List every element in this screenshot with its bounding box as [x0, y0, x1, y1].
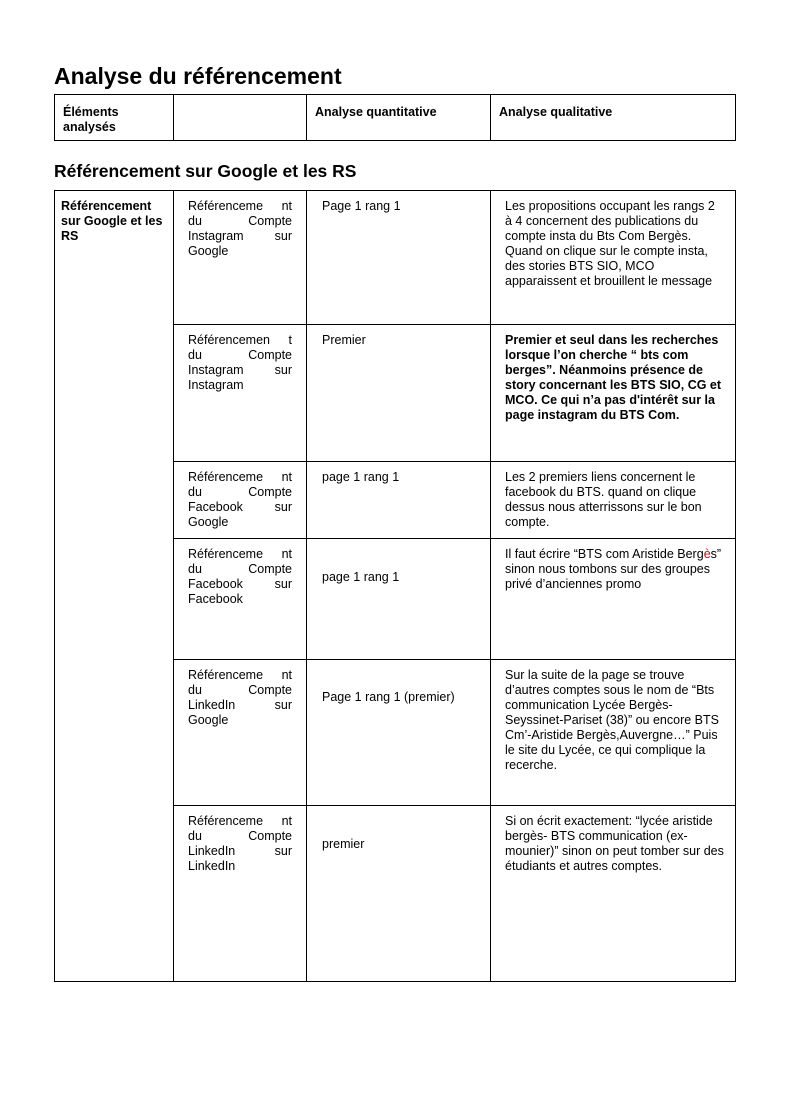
element-cell [174, 660, 307, 806]
qualitative-text-part: s” sinon nous tombons sur des groupes privé d’anciennes promo [505, 547, 722, 591]
qualitative-text: Si on écrit exactement: “lycée aristide bergès- BTS communication (ex-mounier)” sinon on peut tomber sur des étudiants et autres comptes. [505, 814, 724, 873]
element-label: Référenceme nt du Compte Facebook sur Facebook [188, 547, 292, 606]
header-cell-qualitative [491, 95, 736, 141]
qualitative-cell [491, 539, 736, 660]
qualitative-text: Sur la suite de la page se trouve d’autres comptes sous le nom de “Bts communication Lycée Bergès-Seyssinet-Pariset (38)” ou encore BTS Cm’-Aristide Bergès,Auvergne…” Puis le site du Lycée, ce qui complique la recerche. [505, 668, 719, 772]
quantitative-value: premier [322, 837, 365, 851]
header-table [54, 94, 736, 141]
quantitative-cell [307, 806, 491, 982]
quantitative-value: page 1 rang 1 [322, 570, 400, 584]
element-cell [174, 462, 307, 539]
section-label: Référencement sur Google et les RS [61, 199, 163, 243]
table-row [55, 191, 736, 325]
header-label-quantitative: Analyse quantitative [315, 105, 437, 119]
page-title: Analyse du référencement [54, 63, 342, 89]
quantitative-cell [307, 462, 491, 539]
element-label: Référenceme nt du Compte Facebook sur Google [188, 470, 292, 529]
quantitative-value: page 1 rang 1 [322, 470, 400, 484]
element-label: Référenceme nt du Compte LinkedIn sur LinkedIn [188, 814, 292, 873]
qualitative-cell [491, 660, 736, 806]
header-cell-quantitative [307, 95, 491, 141]
qualitative-text-part: Il faut écrire “BTS com Aristide Berg [505, 547, 704, 561]
header-cell-elements [55, 95, 174, 141]
highlighted-letter: è [703, 547, 711, 561]
header-cell-empty [174, 95, 307, 141]
quantitative-cell [307, 539, 491, 660]
header-label-qualitative: Analyse qualitative [499, 105, 613, 119]
element-cell [174, 539, 307, 660]
referencing-table [54, 190, 736, 982]
quantitative-cell [307, 191, 491, 325]
header-row [55, 95, 736, 141]
element-cell [174, 806, 307, 982]
qualitative-cell [491, 325, 736, 462]
header-label-elements: Éléments analysés [63, 105, 119, 134]
qualitative-cell [491, 462, 736, 539]
qualitative-text: Les 2 premiers liens concernent le facebook du BTS. quand on clique dessus nous atterrissons sur le bon compte. [505, 470, 702, 529]
section-title: Référencement sur Google et les RS [54, 161, 357, 181]
quantitative-value: Premier [322, 333, 366, 347]
section-label-cell [55, 191, 174, 982]
element-label: Référenceme nt du Compte LinkedIn sur Google [188, 668, 292, 727]
quantitative-value: Page 1 rang 1 [322, 199, 401, 213]
qualitative-text: Les propositions occupant les rangs 2 à 4 concernent des publications du compte insta du Bts Com Bergès. Quand on clique sur le compte insta, des stories BTS SIO, MCO apparaissent et brouillent le message [505, 199, 715, 288]
element-cell [174, 325, 307, 462]
qualitative-text [491, 539, 735, 592]
element-label: Référenceme nt du Compte Instagram sur Google [188, 199, 292, 258]
quantitative-cell [307, 660, 491, 806]
element-cell [174, 191, 307, 325]
qualitative-cell [491, 806, 736, 982]
header-label-empty [174, 95, 306, 105]
quantitative-value: Page 1 rang 1 (premier) [322, 690, 455, 704]
quantitative-cell [307, 325, 491, 462]
element-label: Référencemen t du Compte Instagram sur Instagram [188, 333, 292, 392]
qualitative-cell [491, 191, 736, 325]
qualitative-text: Premier et seul dans les recherches lorsque l’on cherche “ bts com berges”. Néanmoins présence de story concernant les BTS SIO, CG et MCO. Ce qui n’a pas d'intérêt sur la page instagram du BTS Com. [505, 333, 722, 422]
